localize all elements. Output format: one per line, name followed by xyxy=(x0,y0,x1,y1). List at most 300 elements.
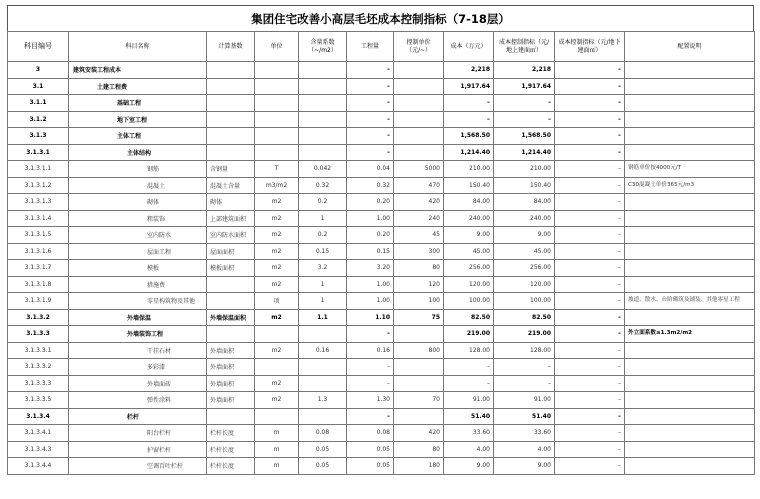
cell-index-above: 45.00 xyxy=(494,243,555,260)
cell-coef: 1.3 xyxy=(299,392,347,409)
cell-cost: 9.00 xyxy=(444,458,494,475)
cell-basis xyxy=(207,111,255,128)
cell-config xyxy=(625,260,755,277)
cell-index-above: 256.00 xyxy=(494,260,555,277)
cell-config xyxy=(625,309,755,326)
cell-price xyxy=(394,128,444,145)
cell-cost: – xyxy=(444,111,494,128)
table-row xyxy=(8,78,755,95)
cell-name: 空调百叶栏杆 xyxy=(69,458,207,475)
cost-sheet xyxy=(7,5,754,475)
cell-code: 3.1.3.3.3 xyxy=(8,375,69,392)
cell-qty: 0.32 xyxy=(347,177,394,194)
cell-basis: 砌体 xyxy=(207,194,255,211)
cell-price xyxy=(394,326,444,343)
cell-qty: 1.00 xyxy=(347,276,394,293)
table-row xyxy=(8,375,755,392)
cell-code: 3.1.3.1.3 xyxy=(8,194,69,211)
cell-name: 外墙装饰工程 xyxy=(69,326,207,343)
cell-unit xyxy=(255,78,299,95)
cell-code: 3.1.3.3 xyxy=(8,326,69,343)
cost-table xyxy=(7,31,755,475)
cell-cost: 45.00 xyxy=(444,243,494,260)
cell-unit: m2 xyxy=(255,227,299,244)
cell-index-below: – xyxy=(555,78,625,95)
cell-coef: 0.05 xyxy=(299,441,347,458)
table-row xyxy=(8,95,755,112)
cell-coef xyxy=(299,111,347,128)
cell-config xyxy=(625,408,755,425)
header-price: 控制单价（元/~） xyxy=(394,32,444,62)
cell-index-above: – xyxy=(494,111,555,128)
cell-price: 100 xyxy=(394,293,444,310)
cell-basis xyxy=(207,78,255,95)
cell-config xyxy=(625,210,755,227)
cell-name: 外墙面砖 xyxy=(69,375,207,392)
cell-code: 3.1.2 xyxy=(8,111,69,128)
cell-name: 模板 xyxy=(69,260,207,277)
cell-index-below: – xyxy=(555,375,625,392)
cell-config xyxy=(625,276,755,293)
cell-index-above: 91.00 xyxy=(494,392,555,409)
cell-cost: 84.00 xyxy=(444,194,494,211)
cell-qty: – xyxy=(347,375,394,392)
table-row xyxy=(8,210,755,227)
cell-price xyxy=(394,359,444,376)
header-row xyxy=(8,32,755,62)
cell-price: 45 xyxy=(394,227,444,244)
cell-price xyxy=(394,95,444,112)
cell-coef: 0.05 xyxy=(299,458,347,475)
cell-price xyxy=(394,62,444,79)
cell-index-below: – xyxy=(555,441,625,458)
cell-unit xyxy=(255,144,299,161)
cell-index-below: – xyxy=(555,243,625,260)
cell-price: 420 xyxy=(394,194,444,211)
cell-index-above: 150.40 xyxy=(494,177,555,194)
cell-coef: 0.042 xyxy=(299,161,347,178)
header-index-below: 成本控制指标（元/地下建面㎡） xyxy=(555,32,625,62)
cell-qty: 0.20 xyxy=(347,194,394,211)
cell-cost: 2,218 xyxy=(444,62,494,79)
table-row xyxy=(8,111,755,128)
header-config: 配置说明 xyxy=(625,32,755,62)
cell-qty: – xyxy=(347,326,394,343)
cell-basis: 外墙保温面积 xyxy=(207,309,255,326)
cell-index-below: – xyxy=(555,62,625,79)
cell-price: 70 xyxy=(394,392,444,409)
cell-basis: 栏杆长度 xyxy=(207,425,255,442)
header-qty: 工程量 xyxy=(347,32,394,62)
cell-qty: 0.05 xyxy=(347,441,394,458)
cell-basis xyxy=(207,408,255,425)
cell-name: 砌体 xyxy=(69,194,207,211)
cell-index-above: – xyxy=(494,95,555,112)
cell-unit: m2 xyxy=(255,210,299,227)
cell-name: 主体结构 xyxy=(69,144,207,161)
cell-index-above: 33.60 xyxy=(494,425,555,442)
cell-basis: 屋面面积 xyxy=(207,243,255,260)
cell-coef xyxy=(299,326,347,343)
cell-cost: 91.00 xyxy=(444,392,494,409)
cell-coef: 1 xyxy=(299,210,347,227)
cell-code: 3.1.3.1.4 xyxy=(8,210,69,227)
cell-price xyxy=(394,111,444,128)
cell-price: 80 xyxy=(394,260,444,277)
cell-coef: 1 xyxy=(299,293,347,310)
cell-config: C30混凝土单价365元/m3 xyxy=(625,177,755,194)
cell-cost: – xyxy=(444,359,494,376)
table-row xyxy=(8,62,755,79)
cell-index-above: 128.00 xyxy=(494,342,555,359)
table-row xyxy=(8,326,755,343)
table-row xyxy=(8,177,755,194)
cell-index-above: 82.50 xyxy=(494,309,555,326)
cell-unit: m2 xyxy=(255,309,299,326)
cell-price: 800 xyxy=(394,342,444,359)
cell-cost: 128.00 xyxy=(444,342,494,359)
cell-index-above: 240.00 xyxy=(494,210,555,227)
cell-coef: 0.08 xyxy=(299,425,347,442)
cell-unit xyxy=(255,408,299,425)
cell-price: 180 xyxy=(394,458,444,475)
cell-unit: m2 xyxy=(255,342,299,359)
cell-code: 3.1.1 xyxy=(8,95,69,112)
cell-basis xyxy=(207,276,255,293)
cell-name: 建筑安装工程成本 xyxy=(69,62,207,79)
cell-code: 3.1.3.1.5 xyxy=(8,227,69,244)
table-row xyxy=(8,392,755,409)
cell-config xyxy=(625,194,755,211)
cell-qty: – xyxy=(347,144,394,161)
table-body xyxy=(8,62,755,475)
cell-unit xyxy=(255,326,299,343)
cell-index-below: – xyxy=(555,458,625,475)
cell-coef: 0.32 xyxy=(299,177,347,194)
header-name: 科目名称 xyxy=(69,32,207,62)
cell-config xyxy=(625,111,755,128)
cell-qty: 0.20 xyxy=(347,227,394,244)
table-row xyxy=(8,276,755,293)
cell-qty: – xyxy=(347,128,394,145)
cell-cost: 1,214.40 xyxy=(444,144,494,161)
cell-basis xyxy=(207,62,255,79)
header-code: 科目编号 xyxy=(8,32,69,62)
cell-code: 3.1.3.1.1 xyxy=(8,161,69,178)
cell-qty: – xyxy=(347,62,394,79)
cell-coef: 0.2 xyxy=(299,194,347,211)
cell-code: 3.1.3.3.1 xyxy=(8,342,69,359)
cell-code: 3.1.3.1.2 xyxy=(8,177,69,194)
table-row xyxy=(8,359,755,376)
cell-name: 基础工程 xyxy=(69,95,207,112)
cell-cost: 82.50 xyxy=(444,309,494,326)
cell-config xyxy=(625,227,755,244)
cell-coef xyxy=(299,95,347,112)
cell-unit xyxy=(255,111,299,128)
cell-config: 外立面系数≤1.3m2/m2 xyxy=(625,326,755,343)
cell-unit: T xyxy=(255,161,299,178)
cell-unit: m3/m2 xyxy=(255,177,299,194)
cell-cost: – xyxy=(444,95,494,112)
header-cost: 成本（万元） xyxy=(444,32,494,62)
cell-unit: m2 xyxy=(255,392,299,409)
cell-unit: m2 xyxy=(255,194,299,211)
cell-qty: – xyxy=(347,78,394,95)
cell-basis: 栏杆长度 xyxy=(207,441,255,458)
cell-price xyxy=(394,78,444,95)
cell-basis xyxy=(207,95,255,112)
cell-index-below: – xyxy=(555,276,625,293)
cell-qty: 1.30 xyxy=(347,392,394,409)
cell-coef: 0.16 xyxy=(299,342,347,359)
table-row xyxy=(8,144,755,161)
cell-qty: – xyxy=(347,408,394,425)
cell-code: 3.1.3.3.5 xyxy=(8,392,69,409)
cell-code: 3.1.3.1.6 xyxy=(8,243,69,260)
cell-unit xyxy=(255,62,299,79)
cell-price: 470 xyxy=(394,177,444,194)
cell-coef xyxy=(299,128,347,145)
cell-unit: m2 xyxy=(255,276,299,293)
cell-cost: 1,917.64 xyxy=(444,78,494,95)
cell-index-above: 9.00 xyxy=(494,227,555,244)
cell-basis: 外墙面积 xyxy=(207,392,255,409)
table-row xyxy=(8,227,755,244)
cell-coef xyxy=(299,408,347,425)
cell-qty: 1.10 xyxy=(347,309,394,326)
table-row xyxy=(8,260,755,277)
cell-cost: 33.60 xyxy=(444,425,494,442)
cell-price: 5000 xyxy=(394,161,444,178)
cell-index-above: 84.00 xyxy=(494,194,555,211)
table-row xyxy=(8,161,755,178)
cell-config xyxy=(625,128,755,145)
cell-cost: 256.00 xyxy=(444,260,494,277)
cell-name: 护窗栏杆 xyxy=(69,441,207,458)
cell-index-above: – xyxy=(494,359,555,376)
cell-code: 3.1.3.1.8 xyxy=(8,276,69,293)
table-row xyxy=(8,309,755,326)
cell-cost: 1,568.50 xyxy=(444,128,494,145)
cell-name: 主体工程 xyxy=(69,128,207,145)
cell-cost: 9.00 xyxy=(444,227,494,244)
cell-code: 3.1.3.2 xyxy=(8,309,69,326)
cell-config xyxy=(625,441,755,458)
cell-config xyxy=(625,458,755,475)
cell-cost: 51.40 xyxy=(444,408,494,425)
cell-config xyxy=(625,144,755,161)
cell-config xyxy=(625,78,755,95)
cell-name: 阳台栏杆 xyxy=(69,425,207,442)
cell-cost: 120.00 xyxy=(444,276,494,293)
cell-index-above: 51.40 xyxy=(494,408,555,425)
cell-qty: 0.04 xyxy=(347,161,394,178)
cell-basis: 上部建筑面积 xyxy=(207,210,255,227)
cell-index-below: – xyxy=(555,177,625,194)
cell-price: 120 xyxy=(394,276,444,293)
cell-basis: 室内防水面积 xyxy=(207,227,255,244)
cell-cost: 219.00 xyxy=(444,326,494,343)
cell-price: 240 xyxy=(394,210,444,227)
cell-index-below: – xyxy=(555,210,625,227)
cell-name: 干挂石材 xyxy=(69,342,207,359)
cell-coef xyxy=(299,62,347,79)
cell-basis: 外墙面积 xyxy=(207,359,255,376)
cell-code: 3.1.3.1.9 xyxy=(8,293,69,310)
cell-config xyxy=(625,243,755,260)
header-index-above: 成本控制指标（元/地上建面㎡） xyxy=(494,32,555,62)
cell-index-below: – xyxy=(555,309,625,326)
cell-code: 3.1.3.4.4 xyxy=(8,458,69,475)
cell-index-below: – xyxy=(555,95,625,112)
cell-cost: 100.00 xyxy=(444,293,494,310)
cell-qty: – xyxy=(347,359,394,376)
cell-code: 3.1.3.4 xyxy=(8,408,69,425)
header-unit: 单位 xyxy=(255,32,299,62)
cell-coef xyxy=(299,78,347,95)
cell-config xyxy=(625,95,755,112)
table-row xyxy=(8,194,755,211)
cell-index-above: – xyxy=(494,375,555,392)
cell-price: 420 xyxy=(394,425,444,442)
cell-index-above: 9.00 xyxy=(494,458,555,475)
table-row xyxy=(8,408,755,425)
cell-index-below: – xyxy=(555,260,625,277)
cell-index-above: 4.00 xyxy=(494,441,555,458)
cell-index-below: – xyxy=(555,293,625,310)
table-row xyxy=(8,128,755,145)
cell-index-below: – xyxy=(555,194,625,211)
cell-qty: 0.08 xyxy=(347,425,394,442)
cell-code: 3.1.3.4.3 xyxy=(8,441,69,458)
cell-coef: 0.15 xyxy=(299,243,347,260)
cell-price xyxy=(394,144,444,161)
cell-basis: 模板面积 xyxy=(207,260,255,277)
cell-index-above: 1,917.64 xyxy=(494,78,555,95)
cell-name: 地下室工程 xyxy=(69,111,207,128)
cell-qty: 0.15 xyxy=(347,243,394,260)
cell-basis xyxy=(207,293,255,310)
cell-config xyxy=(625,342,755,359)
cell-qty: 3.20 xyxy=(347,260,394,277)
cell-index-below: – xyxy=(555,408,625,425)
cell-unit: m2 xyxy=(255,260,299,277)
cell-cost: 210.00 xyxy=(444,161,494,178)
cell-index-below: – xyxy=(555,161,625,178)
cell-index-below: – xyxy=(555,359,625,376)
cell-name: 外墙保温 xyxy=(69,309,207,326)
cell-unit: m2 xyxy=(255,243,299,260)
cell-name: 室内防水 xyxy=(69,227,207,244)
cell-name: 弹性涂料 xyxy=(69,392,207,409)
table-row xyxy=(8,441,755,458)
cell-index-below: – xyxy=(555,425,625,442)
cell-unit: m xyxy=(255,458,299,475)
table-row xyxy=(8,342,755,359)
cell-index-above: 1,214.40 xyxy=(494,144,555,161)
cell-unit: 项 xyxy=(255,293,299,310)
cell-index-below: – xyxy=(555,342,625,359)
cell-unit xyxy=(255,128,299,145)
cell-index-above: 219.00 xyxy=(494,326,555,343)
table-row xyxy=(8,458,755,475)
cell-index-below: – xyxy=(555,111,625,128)
cell-code: 3.1.3.1 xyxy=(8,144,69,161)
cell-coef: 3.2 xyxy=(299,260,347,277)
cell-index-above: 100.00 xyxy=(494,293,555,310)
cell-name: 多彩漆 xyxy=(69,359,207,376)
cell-name: 栏杆 xyxy=(69,408,207,425)
cell-coef xyxy=(299,375,347,392)
cell-qty: 1.00 xyxy=(347,293,394,310)
cell-name: 屋面工程 xyxy=(69,243,207,260)
cell-basis: 混凝土含量 xyxy=(207,177,255,194)
table-row xyxy=(8,425,755,442)
cell-basis xyxy=(207,144,255,161)
cell-code: 3 xyxy=(8,62,69,79)
cell-config: 坡道、散水、台阶砌筑及铺装、其他零星工程 xyxy=(625,293,755,310)
cell-name: 钢筋 xyxy=(69,161,207,178)
cell-name: 零星构筑物及其他 xyxy=(69,293,207,310)
cell-basis: 外墙面积 xyxy=(207,342,255,359)
cell-qty: – xyxy=(347,95,394,112)
cell-cost: 4.00 xyxy=(444,441,494,458)
cell-index-above: 210.00 xyxy=(494,161,555,178)
cell-coef: 0.2 xyxy=(299,227,347,244)
cell-name: 措施费 xyxy=(69,276,207,293)
cell-config xyxy=(625,359,755,376)
table-row xyxy=(8,293,755,310)
cell-index-below: – xyxy=(555,144,625,161)
cell-index-above: 120.00 xyxy=(494,276,555,293)
cell-price xyxy=(394,375,444,392)
cell-code: 3.1 xyxy=(8,78,69,95)
cell-cost: – xyxy=(444,375,494,392)
cell-config xyxy=(625,375,755,392)
cell-basis: 栏杆长度 xyxy=(207,458,255,475)
cell-name: 混凝土 xyxy=(69,177,207,194)
header-coef: 含量系数（~/m2） xyxy=(299,32,347,62)
cell-unit: m xyxy=(255,441,299,458)
cell-index-above: 2,218 xyxy=(494,62,555,79)
cell-cost: 150.40 xyxy=(444,177,494,194)
cell-basis xyxy=(207,326,255,343)
cell-code: 3.1.3.1.7 xyxy=(8,260,69,277)
cell-index-below: – xyxy=(555,392,625,409)
cell-index-below: – xyxy=(555,227,625,244)
cell-qty: 0.16 xyxy=(347,342,394,359)
cell-config: 钢筋单价按4000元/T xyxy=(625,161,755,178)
cell-code: 3.1.3.3.2 xyxy=(8,359,69,376)
sheet-title: 集团住宅改善小高层毛坯成本控制指标（7-18层） xyxy=(7,5,754,31)
cell-basis: 含钢量 xyxy=(207,161,255,178)
cell-price: 300 xyxy=(394,243,444,260)
cell-qty: 0.05 xyxy=(347,458,394,475)
cell-qty: – xyxy=(347,111,394,128)
cell-coef: 1 xyxy=(299,276,347,293)
cell-name: 粗装饰 xyxy=(69,210,207,227)
cell-config xyxy=(625,392,755,409)
cell-price: 80 xyxy=(394,441,444,458)
cell-unit: m xyxy=(255,425,299,442)
cell-coef xyxy=(299,359,347,376)
cell-unit xyxy=(255,95,299,112)
cell-unit: m2 xyxy=(255,375,299,392)
cell-config xyxy=(625,425,755,442)
cell-config xyxy=(625,62,755,79)
cell-index-below: – xyxy=(555,128,625,145)
